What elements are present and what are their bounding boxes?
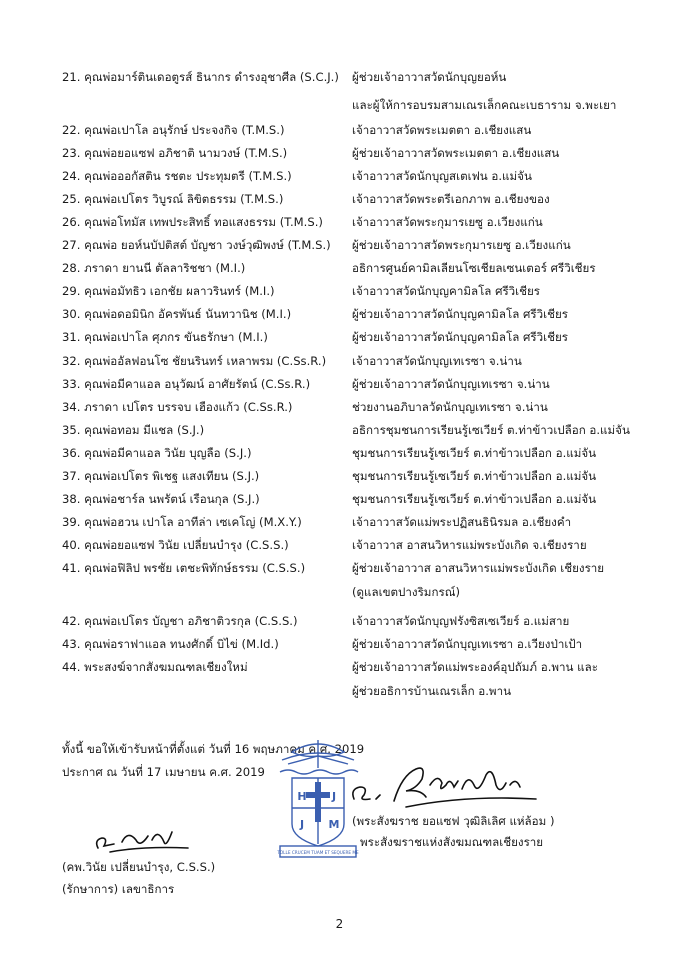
seal-letter-4: M bbox=[328, 818, 340, 831]
assignment-row bbox=[0, 280, 679, 302]
assignee-name: 25. คุณพ่อเปโตร วิบูรณ์ ลิขิตธรรม (T.M.S.) bbox=[62, 192, 284, 206]
assigned-role: เจ้าอาวาสวัดพระเมตตา อ.เชียงแสน bbox=[352, 123, 532, 137]
assigned-role: ชุมชนการเรียนรู้เซเวียร์ ต.ท่าข้าวเปลือก อ.แม่จัน bbox=[352, 492, 597, 506]
assignment-row bbox=[0, 557, 679, 579]
assignee-name: 21. คุณพ่อมาร์ตินเดอตูรส์ ธินากร ดำรงอุชาศีล (S.C.J.) bbox=[62, 70, 339, 84]
assignee-name: 22. คุณพ่อเปาโล อนุรักษ์ ประจงกิจ (T.M.S.) bbox=[62, 123, 285, 137]
assignee-name: 31. คุณพ่อเปาโล ศุภกร ขันธรักษา (M.I.) bbox=[62, 330, 268, 344]
assignee-name: 28. ภราดา ยานนี ตัลลาริชชา (M.I.) bbox=[62, 261, 246, 275]
seal-motto: TOLLE CRUCEM TUAM ET SEQUERE ME bbox=[277, 850, 359, 855]
assignment-row bbox=[0, 465, 679, 487]
assigned-role: ผู้ช่วยเจ้าอาวาสวัดแม่พระองค์อุปถัมภ์ อ.พาน และ bbox=[352, 660, 598, 674]
assigned-role: อธิการศูนย์คามิลเลียนโซเชียลเซนเตอร์ ศรีวิเชียร bbox=[352, 261, 596, 275]
assigned-role: ผู้ช่วยเจ้าอาวาสวัดพระกุมารเยซู อ.เวียงแก่น bbox=[352, 238, 571, 252]
assignee-name: 33. คุณพ่อมีคาแอล อนุวัฒน์ อาศัยรัตน์ (C.Ss.R.) bbox=[62, 377, 311, 391]
chancellor-title: (รักษาการ) เลขาธิการ bbox=[62, 882, 175, 896]
assignment-row bbox=[0, 303, 679, 325]
assignee-name: 39. คุณพ่อฮวน เปาโล อาทีล่า เซเคโญ่ (M.X.Y.) bbox=[62, 515, 302, 529]
assignee-name: 24. คุณพ่อออกัสติน รชตะ ประทุมตรี (T.M.S.) bbox=[62, 169, 292, 183]
bishop-title: พระสังฆราชแห่งสังฆมณฑลเชียงราย bbox=[360, 835, 544, 849]
assigned-role: เจ้าอาวาสวัดนักบุญสเตเฟน อ.แม่จัน bbox=[352, 169, 532, 183]
assignment-row bbox=[0, 419, 679, 441]
assignment-row bbox=[0, 633, 679, 655]
assignment-row bbox=[0, 373, 679, 395]
seal-letter-1: H bbox=[297, 790, 307, 803]
assigned-role: ผู้ช่วยเจ้าอาวาสวัดนักบุญคามิลโล ศรีวิเชียร bbox=[352, 330, 569, 344]
assigned-role: ผู้ช่วยเจ้าอาวาสวัดนักบุญเทเรซา อ.เวียงป่าเป้า bbox=[352, 637, 583, 651]
assignment-row bbox=[0, 610, 679, 632]
assignee-name: 36. คุณพ่อมีคาแอล วินัย บุญลือ (S.J.) bbox=[62, 446, 252, 460]
assignment-row bbox=[0, 234, 679, 256]
assignment-row bbox=[0, 680, 679, 702]
effective-date-line: ทั้งนี้ ขอให้เข้ารับหน้าที่ตั้งแต่ วันที่ 16 พฤษภาคม ค.ศ. 2019 bbox=[62, 742, 365, 756]
assigned-role: ผู้ช่วยเจ้าอาวาส อาสนวิหารแม่พระบังเกิด เชียงราย bbox=[352, 561, 605, 575]
assignee-name: 29. คุณพ่อมัทธิว เอกชัย ผลาวรินทร์ (M.I.) bbox=[62, 284, 275, 298]
assignee-name: 30. คุณพ่อดอมินิก อัครพันธ์ นันทวานิช (M.I.) bbox=[62, 307, 292, 321]
assigned-role: เจ้าอาวาสวัดนักบุญคามิลโล ศรีวิเชียร bbox=[352, 284, 541, 298]
announcement-date-line: ประกาศ ณ วันที่ 17 เมษายน ค.ศ. 2019 bbox=[62, 765, 265, 779]
assignee-name: 42. คุณพ่อเปโตร บัญชา อภิชาติวรกุล (C.S.S.) bbox=[62, 614, 298, 628]
assigned-role: ชุมชนการเรียนรู้เซเวียร์ ต.ท่าข้าวเปลือก อ.แม่จัน bbox=[352, 469, 597, 483]
assignee-name: 27. คุณพ่อ ยอห์นบัปติสต์ บัญชา วงษ์วุฒิพงษ์ (T.M.S.) bbox=[62, 238, 331, 252]
assigned-role: ผู้ช่วยเจ้าอาวาสวัดนักบุญยอห์น bbox=[352, 70, 507, 84]
assignment-row bbox=[0, 211, 679, 233]
assignee-name: 35. คุณพ่อทอม มีแชล (S.J.) bbox=[62, 423, 205, 437]
assigned-role: เจ้าอาวาสวัดนักบุญฟรังซิสเซเวียร์ อ.แม่สาย bbox=[352, 614, 570, 628]
assignment-row bbox=[0, 326, 679, 348]
assigned-role: ช่วยงานอภิบาลวัดนักบุญเทเรซา จ.น่าน bbox=[352, 400, 548, 414]
assigned-role: ชุมชนการเรียนรู้เซเวียร์ ต.ท่าข้าวเปลือก อ.แม่จัน bbox=[352, 446, 597, 460]
assignment-row bbox=[0, 534, 679, 556]
assigned-role: อธิการชุมชนการเรียนรู้เซเวียร์ ต.ท่าข้าวเปลือก อ.แม่จัน bbox=[352, 423, 630, 437]
assignment-row bbox=[0, 581, 679, 603]
assigned-role: เจ้าอาวาสวัดแม่พระปฏิสนธินิรมล อ.เชียงคำ bbox=[352, 515, 572, 529]
assignee-name: 44. พระสงฆ์จากสังฆมณฑลเชียงใหม่ bbox=[62, 660, 248, 674]
assignee-name: 41. คุณพ่อฟิลิป พรชัย เตชะพิทักษ์ธรรม (C.S.S.) bbox=[62, 561, 306, 575]
assignment-row bbox=[0, 442, 679, 464]
assigned-role: เจ้าอาวาสวัดพระตรีเอกภาพ อ.เชียงของ bbox=[352, 192, 550, 206]
assigned-role: ผู้ช่วยเจ้าอาวาสวัดนักบุญเทเรซา จ.น่าน bbox=[352, 377, 550, 391]
seal-letter-3: J bbox=[299, 818, 305, 831]
assignment-row bbox=[0, 511, 679, 533]
page-number: 2 bbox=[335, 917, 344, 931]
assignment-row bbox=[0, 656, 679, 678]
assigned-role: ผู้ช่วยเจ้าอาวาสวัดนักบุญคามิลโล ศรีวิเชียร bbox=[352, 307, 569, 321]
bishop-signature bbox=[346, 755, 546, 813]
assignee-name: 37. คุณพ่อเปโตร พิเชฐ แสงเทียน (S.J.) bbox=[62, 469, 260, 483]
assignment-row bbox=[0, 165, 679, 187]
assigned-role: เจ้าอาวาสวัดพระกุมารเยซู อ.เวียงแก่น bbox=[352, 215, 543, 229]
assigned-role: ผู้ช่วยเจ้าอาวาสวัดพระเมตตา อ.เชียงแสน bbox=[352, 146, 560, 160]
assigned-role: และผู้ให้การอบรมสามเณรเล็กคณะเบธาราม จ.พะเยา bbox=[352, 98, 617, 112]
assignee-name: 34. ภราดา เปโตร บรรจบ เฮืองแก้ว (C.Ss.R.) bbox=[62, 400, 293, 414]
assignment-row bbox=[0, 142, 679, 164]
assignee-name: 38. คุณพ่อชาร์ล นพรัตน์ เรือนกุล (S.J.) bbox=[62, 492, 260, 506]
assignee-name: 40. คุณพ่อยอแซฟ วินัย เปลี่ยนบำรุง (C.S.S.) bbox=[62, 538, 289, 552]
assignee-name: 32. คุณพ่ออัลฟอนโซ ชัยนรินทร์ เหลาพรม (C.Ss.R.) bbox=[62, 354, 327, 368]
assignment-row bbox=[0, 396, 679, 418]
assignment-row bbox=[0, 257, 679, 279]
assigned-role: เจ้าอาวาสวัดนักบุญเทเรซา จ.น่าน bbox=[352, 354, 522, 368]
seal-letter-2: J bbox=[331, 790, 337, 803]
assigned-role: เจ้าอาวาส อาสนวิหารแม่พระบังเกิด จ.เชียงราย bbox=[352, 538, 587, 552]
assigned-role: ผู้ช่วยอธิการบ้านเณรเล็ก อ.พาน bbox=[352, 684, 512, 698]
assignee-name: 43. คุณพ่อราฟาแอล ทนงศักดิ์ บิไข่ (M.Id.) bbox=[62, 637, 279, 651]
assignment-row bbox=[0, 188, 679, 210]
assignee-name: 26. คุณพ่อโทมัส เทพประสิทธิ์ ทอแสงธรรม (T.M.S.) bbox=[62, 215, 323, 229]
assignment-row bbox=[0, 350, 679, 372]
assignment-row bbox=[0, 119, 679, 141]
assignment-row bbox=[0, 66, 679, 88]
assignment-row bbox=[0, 488, 679, 510]
chancellor-name: (คพ.วินัย เปลี่ยนบำรุง, C.S.S.) bbox=[62, 860, 216, 874]
bishop-name: (พระสังฆราช ยอแซฟ วุฒิลิเลิศ แห่ล้อม ) bbox=[352, 814, 555, 828]
chancellor-signature bbox=[92, 818, 202, 858]
assignee-name: 23. คุณพ่อยอแซฟ อภิชาติ นามวงษ์ (T.M.S.) bbox=[62, 146, 288, 160]
assignment-row bbox=[0, 94, 679, 116]
assigned-role: (ดูแลเขตปางริมกรณ์) bbox=[352, 585, 460, 599]
